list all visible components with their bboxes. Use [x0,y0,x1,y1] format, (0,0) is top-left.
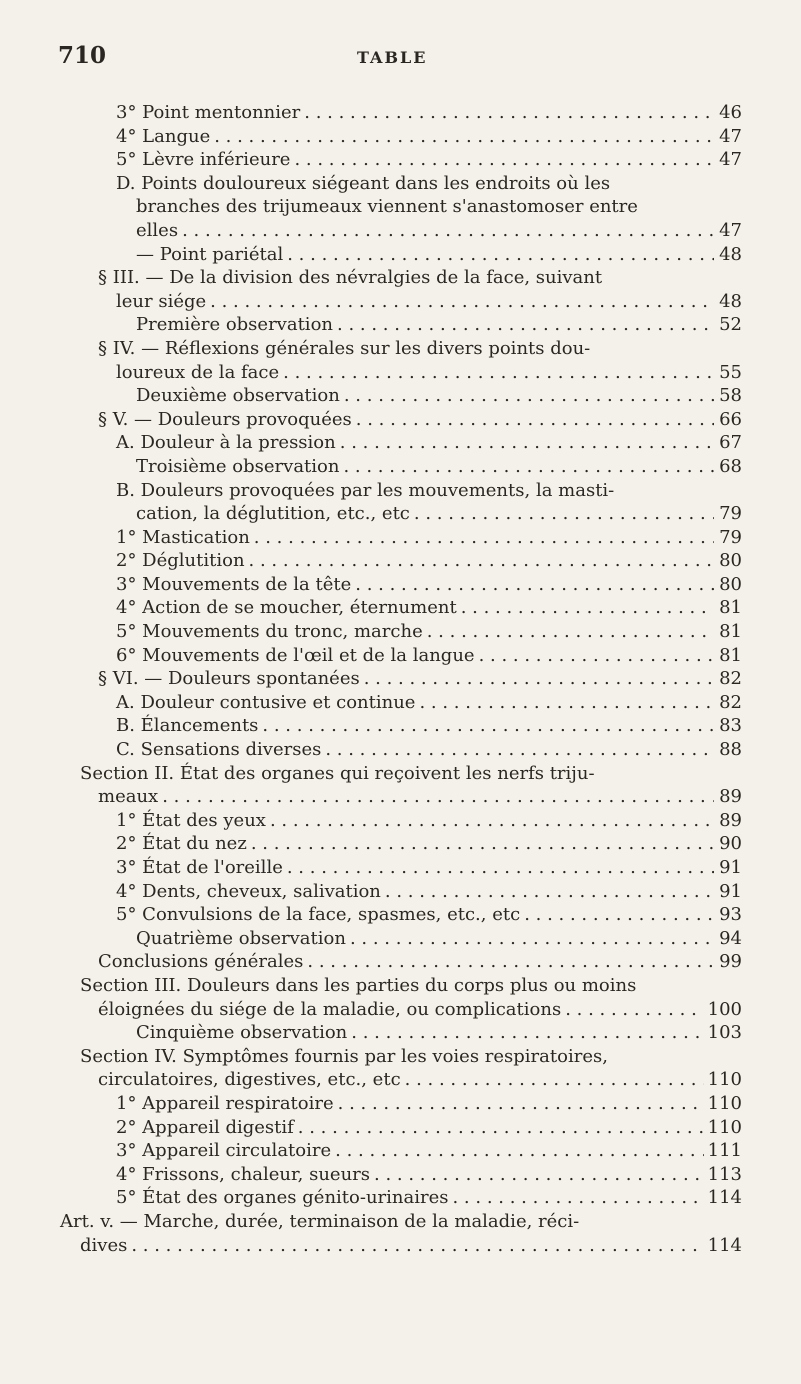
toc-entry-label: leur siége [116,290,207,312]
dot-leader [344,384,714,408]
toc-page-number: 48 [719,290,742,312]
dot-leader [304,101,714,125]
toc-page-number: 113 [707,1163,742,1185]
toc-entry-label: elles [136,219,179,241]
toc-page-number: 89 [719,809,742,831]
dot-leader [355,573,714,597]
toc-page-number: 68 [719,455,742,477]
toc-entry [60,903,742,927]
toc-entry-label: loureux de la face [116,361,280,383]
dot-leader [374,1163,704,1187]
toc-entry [60,290,742,314]
toc-entry [60,667,742,691]
toc-line [60,974,742,998]
toc-page-number: 66 [719,408,742,430]
toc-entry [60,101,742,125]
dot-leader [419,691,714,715]
toc-entry-label: 3° Point mentonnier [116,102,301,123]
dot-leader [262,714,714,738]
toc-page-number: 111 [707,1140,742,1162]
toc-page-number: 83 [719,715,742,737]
toc-line [60,1210,742,1234]
toc-entry-label: dives [80,1234,128,1256]
toc-entry [60,785,742,809]
toc-page-number: 58 [719,385,742,407]
toc-entry-label: D. Points douloureux siégeant dans les endroits où les [116,172,611,194]
toc-entry [60,1068,742,1092]
toc-entry-label: 1° État des yeux [116,809,266,831]
toc-page-number: 81 [719,621,742,643]
dot-leader [385,880,714,904]
toc-entry [60,1163,742,1187]
toc-entry [60,313,742,337]
toc-entry-label: 4° Langue [116,125,211,147]
toc-entry [60,596,742,620]
toc-entry-label: 4° Dents, cheveux, salivation [116,880,381,902]
toc-entry-label: § III. — De la division des névralgies de la face, suivant [98,267,603,289]
dot-leader [214,125,714,149]
toc-page-number: 94 [719,927,742,949]
toc-page-number: 91 [719,857,742,878]
dot-leader [351,1021,703,1045]
dot-leader [270,809,714,833]
dot-leader [335,1139,704,1163]
dot-leader [251,832,714,856]
toc-entry-label: Troisième observation [136,455,340,477]
dot-leader [294,148,714,172]
toc-entry [60,856,742,880]
toc-page-number: 79 [719,503,742,525]
toc-page-number: 47 [719,125,742,147]
dot-leader [340,431,714,455]
dot-leader [350,927,714,951]
toc-page-number: 88 [719,739,742,761]
page-number: 710 [58,42,107,69]
toc-entry [60,1092,742,1116]
toc-entry [60,644,742,668]
dot-leader [479,644,714,668]
dot-leader [249,549,714,573]
toc-entry [60,1186,742,1210]
toc-page-number: 47 [719,149,742,171]
toc-entry [60,243,742,267]
toc-page-number: 79 [719,526,742,548]
dot-leader [452,1186,703,1210]
toc-line [60,172,742,196]
toc-entry [60,1116,742,1140]
toc-entry-label: — Point pariétal [136,243,284,265]
toc-entry [60,384,742,408]
dot-leader [343,455,714,479]
toc-entry [60,832,742,856]
toc-entry [60,1234,742,1258]
toc-page-number: 48 [719,243,742,265]
toc-page-number: 82 [719,668,742,690]
dot-leader [405,1068,704,1092]
toc-page-number: 100 [707,998,742,1020]
toc-entry [60,714,742,738]
dot-leader [254,526,714,550]
dot-leader [182,219,714,243]
toc-page-number: 46 [719,102,742,123]
toc-entry-label: Section III. Douleurs dans les parties du corps plus ou moins [80,974,637,996]
toc-entry [60,573,742,597]
toc-page-number: 110 [707,1092,742,1114]
toc-entry-label: 5° Lèvre inférieure [116,149,291,171]
toc-entry-label: A. Douleur contusive et continue [116,691,416,713]
toc-page-number: 93 [719,904,742,926]
toc-entry-label: 3° État de l'oreille [116,857,283,878]
toc-page-number: 91 [719,880,742,902]
toc-entry-label: Cinquième observation [136,1022,348,1044]
toc-entry [60,1139,742,1163]
running-title: TABLE [357,48,428,67]
toc-page-number: 52 [719,314,742,336]
dot-leader [364,667,714,691]
toc-entry-label: 4° Frissons, chaleur, sueurs [116,1163,371,1185]
dot-leader [414,502,714,526]
dot-leader [356,408,714,432]
toc-entry-label: 1° Appareil respiratoire [116,1092,334,1114]
toc-entry [60,455,742,479]
toc-entry-label: 2° Déglutition [116,550,245,572]
toc-entry [60,620,742,644]
toc-entry-label: 3° Appareil circulatoire [116,1140,332,1162]
toc-page-number: 110 [707,1069,742,1091]
toc-line [60,479,742,503]
toc-entry [60,691,742,715]
toc-entry-label: branches des trijumeaux viennent s'anastomoser entre [136,196,638,218]
dot-leader [325,738,714,762]
toc-page-number: 114 [707,1187,742,1209]
toc-entry-label: 5° Mouvements du tronc, marche [116,621,423,643]
toc-entry [60,125,742,149]
toc-entry-label: C. Sensations diverses [116,739,322,761]
toc-page-number: 103 [707,1022,742,1044]
toc-line [60,762,742,786]
toc-page-number: 80 [719,550,742,572]
toc-entry [60,408,742,432]
toc-entry-label: 1° Mastication [116,526,250,548]
page-header [0,40,801,80]
toc-entry-label: 4° Action de se moucher, éternument [116,597,457,619]
table-of-contents [60,101,742,1257]
toc-entry-label: Quatrième observation [136,927,346,949]
dot-leader [162,785,714,809]
toc-entry-label: cation, la déglutition, etc., etc [136,503,410,525]
toc-entry-label: 5° Convulsions de la face, spasmes, etc., etc [116,904,521,926]
toc-entry-label: Section IV. Symptômes fournis par les voies respiratoires, [80,1045,608,1067]
toc-entry-label: Deuxième observation [136,385,340,407]
toc-page-number: 55 [719,361,742,383]
toc-line [60,266,742,290]
dot-leader [524,903,714,927]
toc-entry [60,361,742,385]
toc-entry-label: 6° Mouvements de l'œil et de la langue [116,644,475,666]
toc-entry [60,809,742,833]
toc-line [60,1045,742,1069]
toc-entry [60,880,742,904]
toc-entry-label: § VI. — Douleurs spontanées [98,668,360,690]
toc-page-number: 80 [719,573,742,595]
toc-page-number: 110 [707,1116,742,1138]
toc-entry-label: 2° État du nez [116,833,247,855]
toc-entry [60,526,742,550]
dot-leader [338,1092,704,1116]
toc-entry-label: § V. — Douleurs provoquées [98,408,352,430]
dot-leader [210,290,714,314]
toc-entry [60,431,742,455]
toc-entry-label: meaux [98,786,159,808]
toc-entry-label: B. Élancements [116,715,259,737]
toc-entry-label: Conclusions générales [98,951,304,973]
dot-leader [287,243,714,267]
toc-page-number: 114 [707,1234,742,1256]
toc-page-number: 82 [719,691,742,713]
toc-entry [60,219,742,243]
toc-line [60,337,742,361]
dot-leader [427,620,714,644]
toc-entry [60,549,742,573]
toc-entry [60,502,742,526]
toc-entry [60,950,742,974]
toc-page-number: 67 [719,432,742,454]
dot-leader [307,950,714,974]
toc-line [60,195,742,219]
toc-entry [60,148,742,172]
toc-entry [60,927,742,951]
toc-entry [60,1021,742,1045]
toc-entry-label: circulatoires, digestives, etc., etc [98,1069,401,1091]
toc-entry-label: § IV. — Réflexions générales sur les divers points dou- [98,337,591,359]
toc-entry-label: Première observation [136,314,333,336]
toc-page-number: 89 [719,786,742,808]
toc-entry-label: A. Douleur à la pression [116,432,336,454]
toc-entry-label: 2° Appareil digestif [116,1116,294,1138]
dot-leader [565,998,703,1022]
dot-leader [131,1234,703,1258]
dot-leader [283,361,714,385]
toc-entry-label: Art. v. — Marche, durée, terminaison de la maladie, réci- [60,1210,580,1232]
toc-page-number: 99 [719,951,742,973]
toc-entry-label: B. Douleurs provoquées par les mouvements, la masti- [116,479,615,501]
dot-leader [298,1116,704,1140]
dot-leader [461,596,714,620]
toc-entry-label: 3° Mouvements de la tête [116,573,352,595]
toc-entry-label: éloignées du siége de la maladie, ou complications [98,998,562,1020]
toc-page-number: 90 [719,833,742,855]
dot-leader [287,856,714,880]
dot-leader [337,313,714,337]
toc-entry-label: Section II. État des organes qui reçoivent les nerfs triju- [80,762,595,784]
toc-entry-label: 5° État des organes génito-urinaires [116,1187,449,1209]
toc-page-number: 81 [719,597,742,619]
toc-page-number: 81 [719,644,742,666]
toc-entry [60,998,742,1022]
toc-page-number: 47 [719,219,742,241]
toc-entry [60,738,742,762]
